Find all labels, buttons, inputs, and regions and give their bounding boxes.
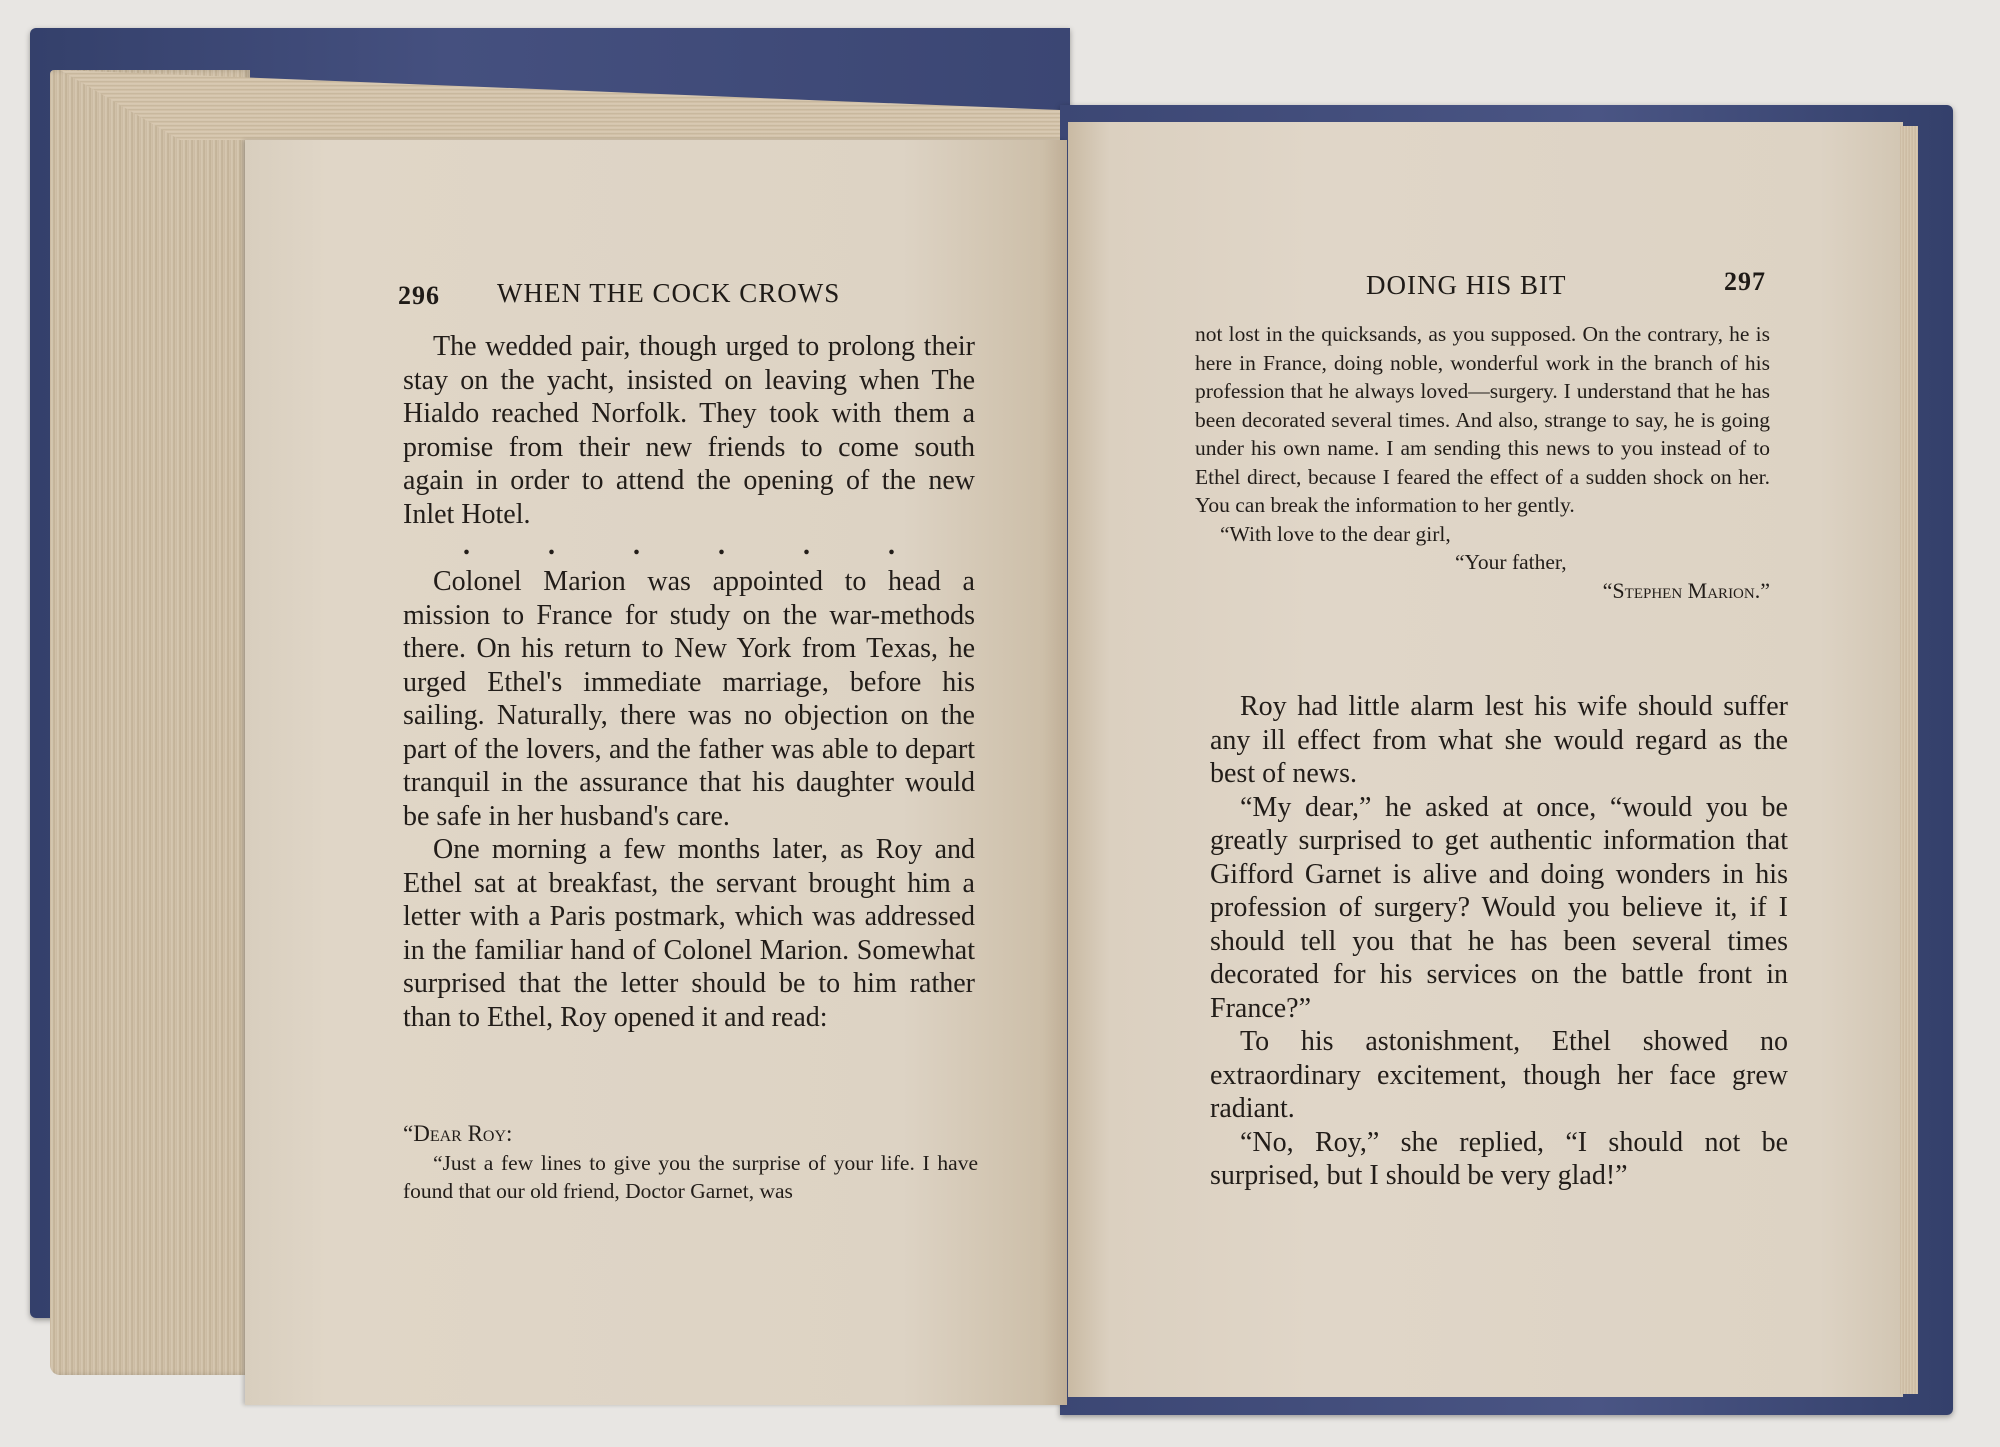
left-running-head: WHEN THE COCK CROWS (497, 278, 841, 308)
letter-closing-father: “Your father, (1455, 550, 1567, 574)
letter-signature: “Stephen Marion.” (1602, 577, 1770, 603)
paragraph: Colonel Marion was appointed to head a mission to France for study on the war-methods there. On his return to New York from Texas, he urged Ethel's immediate marriage, before his sailing. Naturally, there was no objection on the part of the lovers, and the father was able to depart tranquil in the assurance that his daughter would be safe in her husband's care. (403, 566, 975, 832)
paragraph: Roy had little alarm lest his wife should suffer any ill effect from what she would regard as the best of news. (1210, 691, 1788, 789)
right-page-body (1210, 690, 1788, 1193)
letter-text: not lost in the quicksands, as you supposed. On the contrary, he is here in France, doing noble, wonderful work in the branch of his profession that he always loved—surgery. I understand that he has been decorated several times. And also, strange to say, he is going under his own name. I am sending this news to you instead of to Ethel direct, because I feared the effect of a sudden shock on her. You can break the information to her gently. (1195, 322, 1770, 517)
letter-continuation (1195, 320, 1770, 605)
paragraph: “My dear,” he asked at once, “would you be greatly surprised to get authentic information that Gifford Garnet is alive and doing wonders in his profession of surgery? Would you believe it, if I should tell you that he has been several times decorated for his services on the battle front in France?” (1210, 791, 1788, 1024)
right-page-edges (1900, 126, 1918, 1394)
paragraph: One morning a few months later, as Roy and Ethel sat at breakfast, the servant brought him a letter with a Paris postmark, which was addressed in the familiar hand of Colonel Marion. Somewhat surprised that the letter should be to him rather than to Ethel, Roy opened it and read: (403, 834, 975, 1033)
paragraph: “No, Roy,” she replied, “I should not be surprised, but I should be very glad!” (1210, 1126, 1788, 1191)
letter-text: “Just a few lines to give you the surprise of your life. I have found that our old friend, Doctor Garnet, was (403, 1150, 978, 1203)
right-page-number: 297 (1724, 267, 1766, 296)
letter-closing: “With love to the dear girl, (1220, 521, 1451, 546)
left-page-body (403, 330, 975, 1034)
section-break: . . . . . . (463, 530, 895, 561)
page-block-edges (50, 70, 250, 1375)
paragraph: The wedded pair, though urged to prolong their stay on the yacht, insisted on leaving when The Hialdo reached Norfolk. They took with them a promise from their new friends to come south again in order to attend the opening of the new Inlet Hotel. (403, 331, 975, 530)
letter-salutation: “Dear Roy: (403, 1121, 513, 1146)
right-running-head: DOING HIS BIT (1366, 270, 1567, 300)
paragraph: To his astonishment, Ethel showed no extraordinary excitement, though her face grew radiant. (1210, 1026, 1788, 1124)
left-page-number: 296 (398, 281, 440, 310)
letter-start (403, 1120, 978, 1206)
